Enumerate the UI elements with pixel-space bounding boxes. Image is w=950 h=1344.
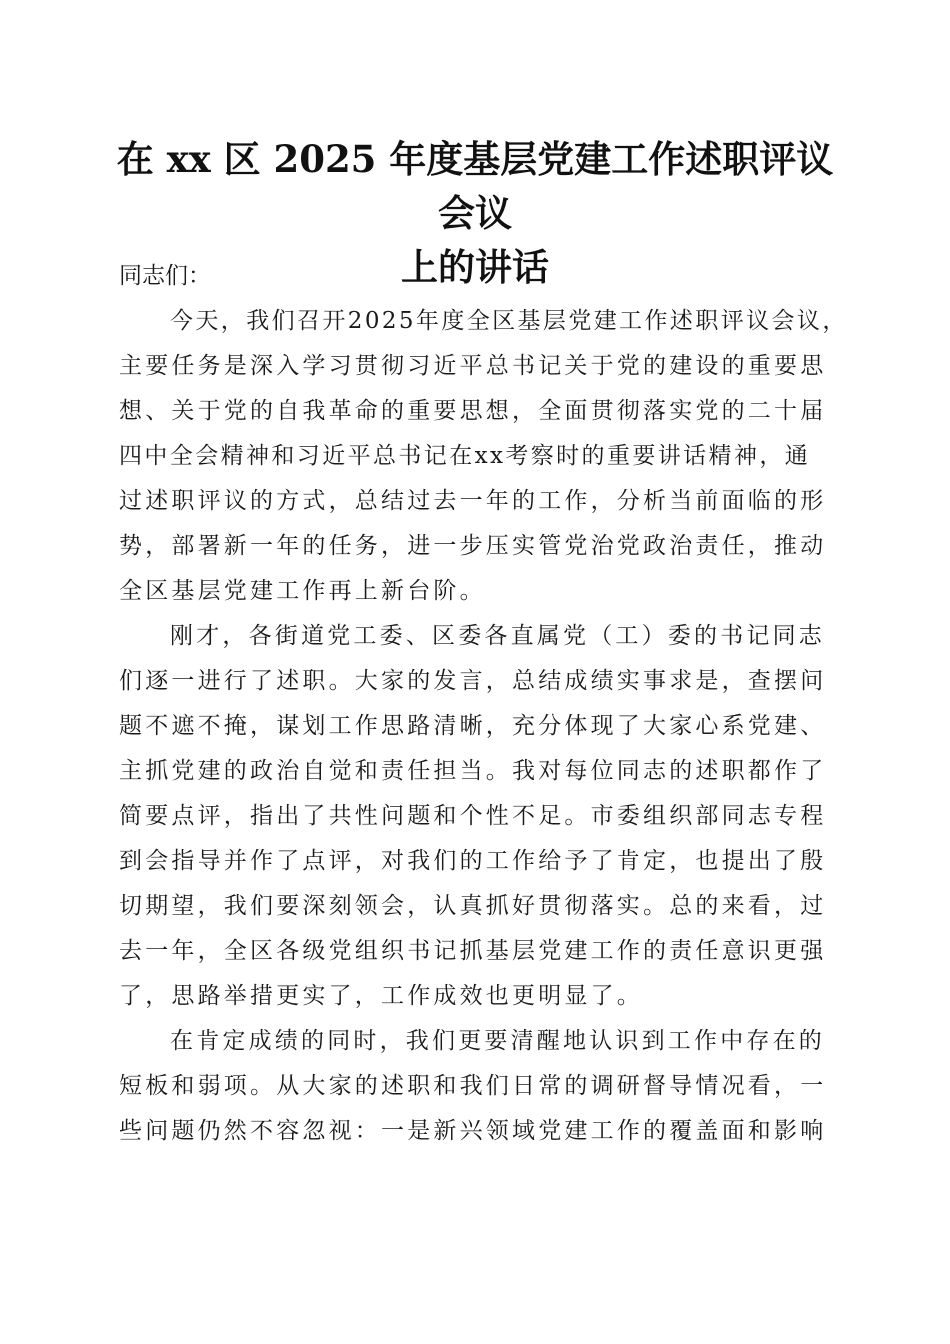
text-line: 过述职评议的方式，总结过去一年的工作，分析当前面临的形 xyxy=(119,488,827,514)
text-line: 短板和弱项。从大家的述职和我们日常的调研督导情况看，一 xyxy=(119,1073,827,1099)
text-line: 全区基层党建工作再上新台阶。 xyxy=(119,578,486,604)
paragraph-1 xyxy=(119,299,848,614)
text-line: 想、关于党的自我革命的重要思想，全面贯彻落实党的二十届 xyxy=(119,398,827,424)
text-line: 势，部署新一年的任务，进一步压实管党治党政治责任，推动 xyxy=(119,533,827,559)
text-line: 主要任务是深入学习贯彻习近平总书记关于党的建设的重要思 xyxy=(119,353,827,379)
text-line: 简要点评，指出了共性问题和个性不足。市委组织部同志专程 xyxy=(119,803,827,829)
text-line: 主抓党建的政治自觉和责任担当。我对每位同志的述职都作了 xyxy=(119,758,827,784)
greeting: 同志们： xyxy=(119,263,211,289)
text-line: 在肯定成绩的同时，我们更要清醒地认识到工作中存在的 xyxy=(170,1028,825,1054)
text-line: 去一年，全区各级党组织书记抓基层党建工作的责任意识更强 xyxy=(119,938,827,964)
text-line: 题不遮不掩，谋划工作思路清晰，充分体现了大家心系党建、 xyxy=(119,713,827,739)
text-line: 了，思路举措更实了，工作成效也更明显了。 xyxy=(119,983,643,1009)
paragraph-2 xyxy=(119,614,831,1019)
text-line: 切期望，我们要深刻领会，认真抓好贯彻落实。总的来看，过 xyxy=(119,893,827,919)
text-line: 刚才，各街道党工委、区委各直属党（工）委的书记同志 xyxy=(170,623,825,649)
text-line: 们逐一进行了述职。大家的发言，总结成绩实事求是，查摆问 xyxy=(119,668,827,694)
title-line: 在 xx 区 2025 年度基层党建工作述职评议会议 xyxy=(116,137,834,235)
document-body xyxy=(119,254,848,1154)
paragraph-3 xyxy=(119,1019,831,1154)
text-line: 四中全会精神和习近平总书记在xx考察时的重要讲话精神，通 xyxy=(119,443,811,469)
text-line: 些问题仍然不容忽视：一是新兴领域党建工作的覆盖面和影响 xyxy=(119,1118,827,1144)
title-line: 上的讲话 xyxy=(401,245,549,289)
text-line: 到会指导并作了点评，对我们的工作给予了肯定，也提出了殷 xyxy=(119,848,827,874)
text-line: 今天，我们召开2025年度全区基层党建工作述职评议会议， xyxy=(170,308,848,334)
